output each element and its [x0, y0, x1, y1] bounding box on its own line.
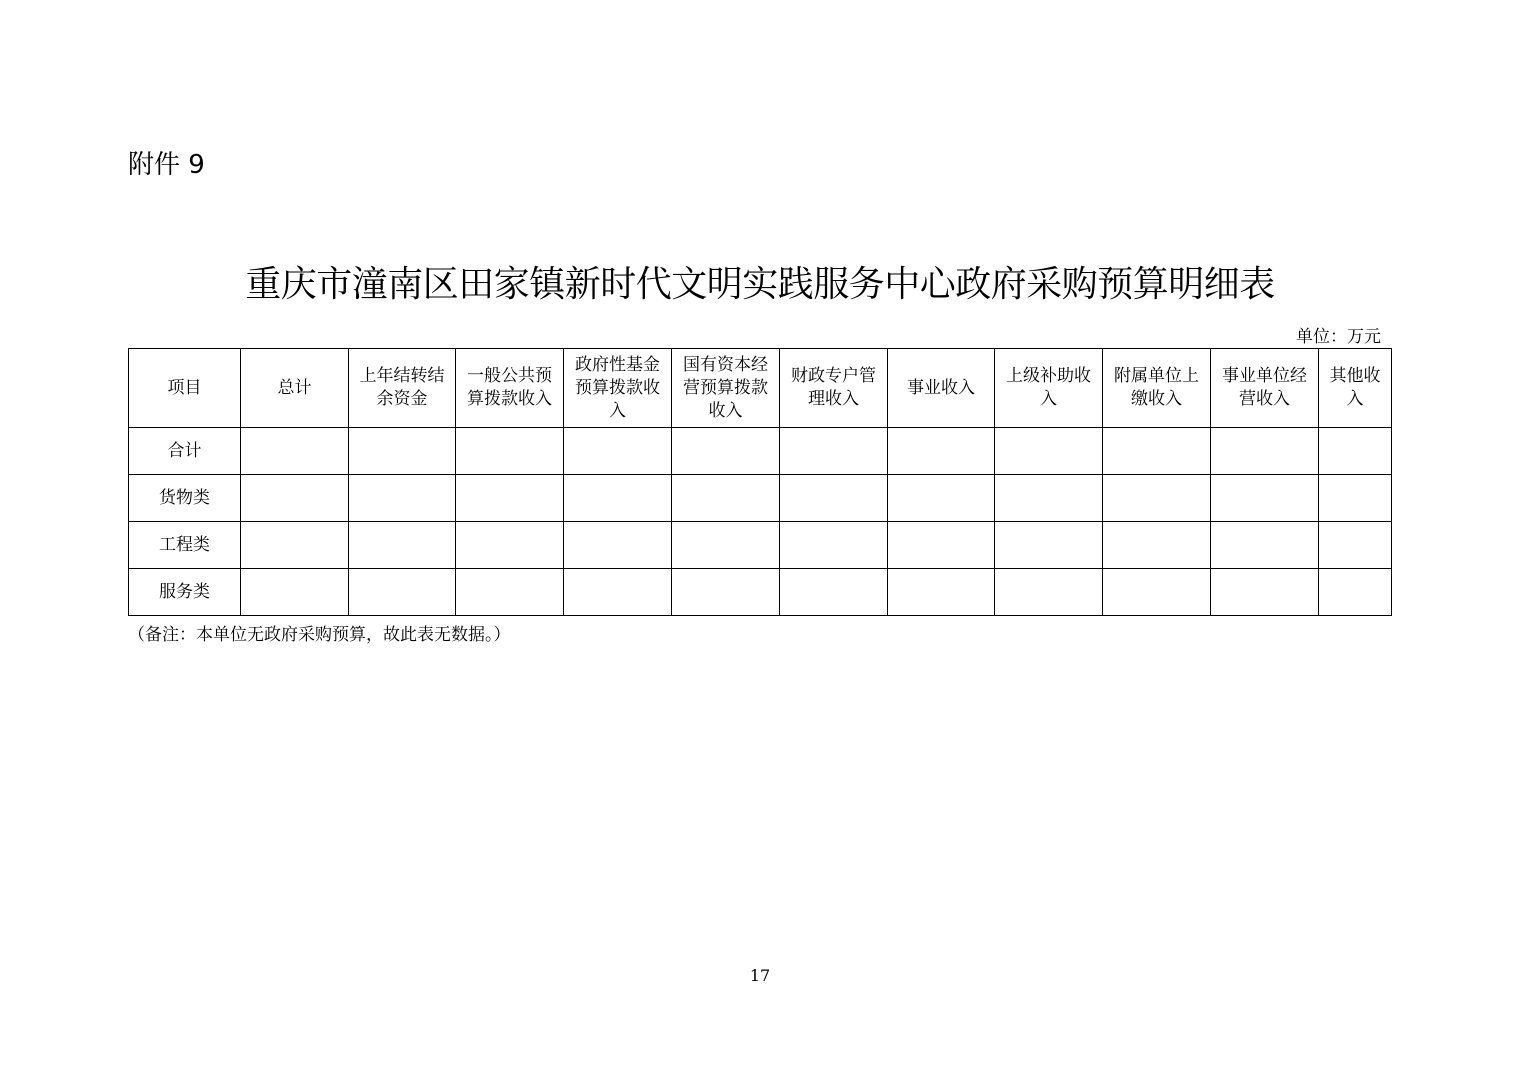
attachment-label: 附件 9	[128, 150, 205, 180]
table-cell	[1103, 569, 1211, 616]
header-superior-subsidy: 上级补助收入	[995, 349, 1103, 428]
table-cell	[995, 428, 1103, 475]
table-cell	[1103, 522, 1211, 569]
table-cell	[995, 522, 1103, 569]
unit-label: 单位：万元	[1296, 327, 1381, 347]
table-cell	[456, 569, 564, 616]
header-government-fund-budget: 政府性基金预算拨款收入	[564, 349, 672, 428]
table-cell	[780, 475, 888, 522]
table-cell	[349, 475, 456, 522]
table-cell	[1319, 522, 1392, 569]
table-cell	[1211, 522, 1319, 569]
table-cell	[241, 569, 349, 616]
table-cell	[241, 522, 349, 569]
table-cell	[349, 569, 456, 616]
table-cell	[672, 428, 780, 475]
table-cell	[780, 522, 888, 569]
header-project: 项目	[129, 349, 241, 428]
table-cell	[1211, 475, 1319, 522]
table-note: （备注：本单位无政府采购预算，故此表无数据。）	[128, 625, 511, 645]
table-cell	[780, 569, 888, 616]
table-cell	[1211, 428, 1319, 475]
procurement-budget-table	[128, 348, 1392, 616]
table-cell	[1103, 428, 1211, 475]
row-label: 货物类	[129, 475, 241, 522]
table-cell	[241, 428, 349, 475]
table-cell	[672, 475, 780, 522]
table-cell	[564, 522, 672, 569]
header-fiscal-special-account: 财政专户管理收入	[780, 349, 888, 428]
table-cell	[349, 428, 456, 475]
table-cell	[995, 475, 1103, 522]
page-number: 17	[749, 966, 771, 985]
table-cell	[241, 475, 349, 522]
header-state-capital-budget: 国有资本经营预算拨款收入	[672, 349, 780, 428]
table-cell	[456, 522, 564, 569]
header-total: 总计	[241, 349, 349, 428]
table-cell	[888, 428, 995, 475]
header-prior-year-carryover: 上年结转结余资金	[349, 349, 456, 428]
table-cell	[888, 475, 995, 522]
table-cell	[1103, 475, 1211, 522]
page-title: 重庆市潼南区田家镇新时代文明实践服务中心政府采购预算明细表	[245, 264, 1275, 305]
header-other-income: 其他收入	[1319, 349, 1392, 428]
table-cell	[1211, 569, 1319, 616]
table-cell	[1319, 475, 1392, 522]
row-label: 合计	[129, 428, 241, 475]
table-cell	[780, 428, 888, 475]
table-cell	[456, 428, 564, 475]
table-cell	[672, 522, 780, 569]
table-cell	[349, 522, 456, 569]
table-row-total	[129, 428, 1392, 475]
row-label: 服务类	[129, 569, 241, 616]
header-general-public-budget: 一般公共预算拨款收入	[456, 349, 564, 428]
table-cell	[888, 522, 995, 569]
row-label: 工程类	[129, 522, 241, 569]
table-cell	[564, 428, 672, 475]
table-cell	[995, 569, 1103, 616]
table-cell	[888, 569, 995, 616]
table-cell	[564, 475, 672, 522]
table-cell	[564, 569, 672, 616]
header-affiliated-unit-remittance: 附属单位上缴收入	[1103, 349, 1211, 428]
table-row-engineering	[129, 522, 1392, 569]
table-row-goods	[129, 475, 1392, 522]
header-institution-operating-income: 事业单位经营收入	[1211, 349, 1319, 428]
table-cell	[672, 569, 780, 616]
table-cell	[456, 475, 564, 522]
table-cell	[1319, 569, 1392, 616]
table-cell	[1319, 428, 1392, 475]
header-business-income: 事业收入	[888, 349, 995, 428]
table-row-services	[129, 569, 1392, 616]
table-header-row	[129, 349, 1392, 428]
